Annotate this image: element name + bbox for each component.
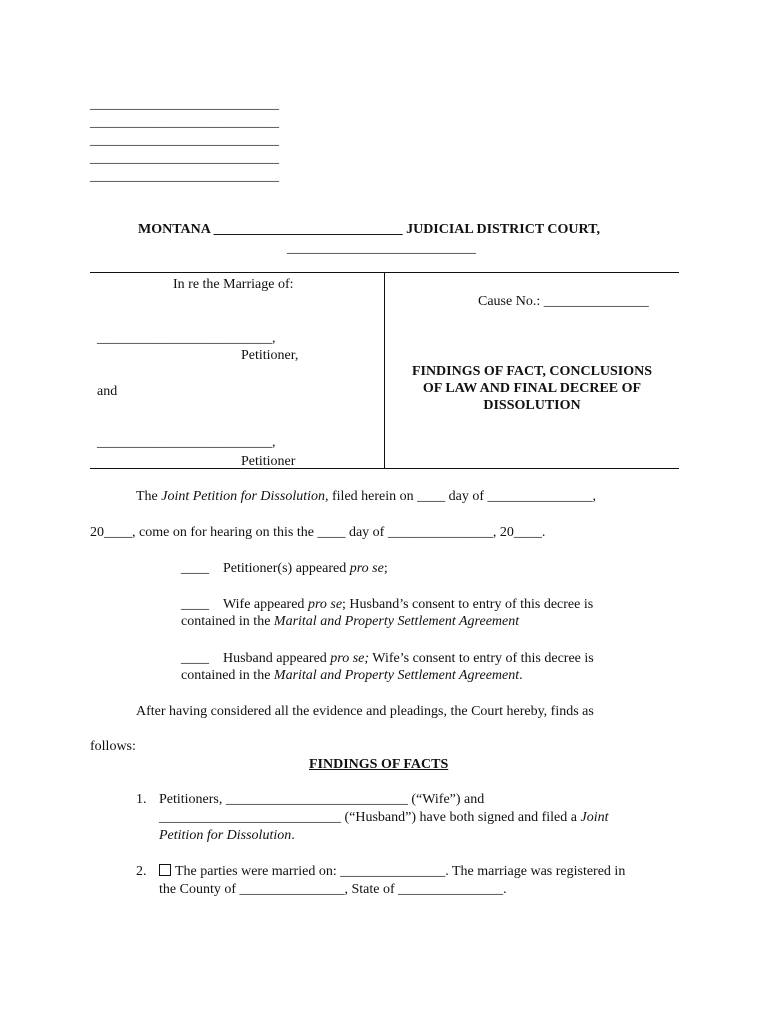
option-text: Petitioner(s) appeared	[223, 561, 350, 576]
address-line-2[interactable]: ___________________________	[90, 115, 279, 130]
option-husband-pro-se	[181, 650, 594, 667]
after-line-1: After having considered all the evidence and pleadings, the Court hereby, finds as	[136, 704, 594, 719]
option-text-after: ; Husband’s consent to entry of this decree is	[342, 597, 594, 612]
intro-line-2[interactable]: 20____, come on for hearing on this the ____ day of _______________, 20____.	[90, 525, 546, 540]
option-blank[interactable]: ____	[181, 651, 209, 666]
title-line-1: FINDINGS OF FACT, CONCLUSIONS	[411, 364, 653, 379]
title-line-2: OF LAW AND FINAL DECREE OF	[422, 381, 642, 396]
option-text: contained in the	[181, 668, 274, 683]
cause-blank[interactable]: _______________	[543, 294, 649, 309]
finding-text-after: .	[291, 828, 295, 843]
option-blank[interactable]: ____	[181, 561, 209, 576]
address-line-3[interactable]: ___________________________	[90, 133, 279, 148]
option-text-after: ;	[383, 561, 388, 576]
option-italic: pro se;	[330, 651, 370, 666]
in-re-label: In re the Marriage of:	[173, 277, 294, 292]
petitioner2-label: Petitioner	[241, 454, 296, 469]
finding-2-number: 2.	[136, 864, 147, 879]
intro-text: The	[136, 489, 162, 504]
option-italic: pro se	[307, 597, 343, 612]
option-italic: Marital and Property Settlement Agreement	[273, 668, 520, 683]
option-wife-pro-se	[181, 596, 593, 613]
finding-1-line-3	[159, 827, 295, 844]
cause-number[interactable]	[478, 293, 649, 310]
petitioner1-label: Petitioner,	[241, 348, 299, 363]
option-blank[interactable]: ____	[181, 597, 209, 612]
state-name: MONTANA	[138, 222, 211, 237]
finding-1-number: 1.	[136, 792, 147, 807]
option-italic: Marital and Property Settlement Agreement	[273, 614, 520, 629]
finding-text[interactable]: __________________________ (“Husband”) have both signed and filed a	[159, 810, 581, 825]
findings-heading: FINDINGS OF FACTS	[309, 757, 449, 772]
address-line-4[interactable]: ___________________________	[90, 151, 279, 166]
after-line-2: follows:	[90, 739, 136, 754]
finding-2-checkbox[interactable]	[159, 864, 171, 876]
finding-italic: Petition for Dissolution	[159, 828, 292, 843]
address-line-1[interactable]: ___________________________	[90, 97, 279, 112]
option-italic: pro se	[349, 561, 384, 576]
intro-line-1	[136, 488, 596, 505]
document-title	[386, 363, 678, 414]
option-text: Wife appeared	[223, 597, 308, 612]
option-pro-se	[181, 560, 388, 577]
finding-2-line-1	[159, 863, 625, 880]
district-blank[interactable]: ___________________________	[213, 222, 403, 237]
option-text: contained in the	[181, 614, 274, 629]
caption-divider	[384, 272, 385, 468]
option-text-after: Wife’s consent to entry of this decree is	[369, 651, 594, 666]
cause-label: Cause No.:	[478, 294, 541, 309]
intro-text-end[interactable]: , filed herein on ____ day of _______________,	[325, 489, 597, 504]
court-name: JUDICIAL DISTRICT COURT,	[406, 222, 600, 237]
petitioner1-name-blank[interactable]: _________________________,	[97, 331, 276, 346]
option-wife-line-2	[181, 613, 519, 630]
intro-italic: Joint Petition for Dissolution	[161, 489, 325, 504]
and-label: and	[97, 384, 118, 399]
court-header	[138, 221, 600, 238]
option-text-after: .	[519, 668, 523, 683]
title-line-3: DISSOLUTION	[483, 398, 581, 413]
option-husband-line-2	[181, 667, 523, 684]
county-blank[interactable]: ___________________________	[287, 241, 476, 256]
finding-2-line-2[interactable]: the County of _______________, State of _______________.	[159, 882, 507, 897]
option-text: Husband appeared	[223, 651, 331, 666]
finding-italic: Joint	[580, 810, 609, 825]
finding-1-line-1[interactable]: Petitioners, __________________________ (“Wife”) and	[159, 792, 485, 807]
finding-1-line-2[interactable]	[159, 809, 608, 826]
address-line-5[interactable]: ___________________________	[90, 169, 279, 184]
caption-bottom-rule	[90, 468, 679, 469]
petitioner2-name-blank[interactable]: _________________________,	[97, 435, 276, 450]
finding-text[interactable]: The parties were married on: _______________. The marriage was registered in	[175, 864, 626, 879]
